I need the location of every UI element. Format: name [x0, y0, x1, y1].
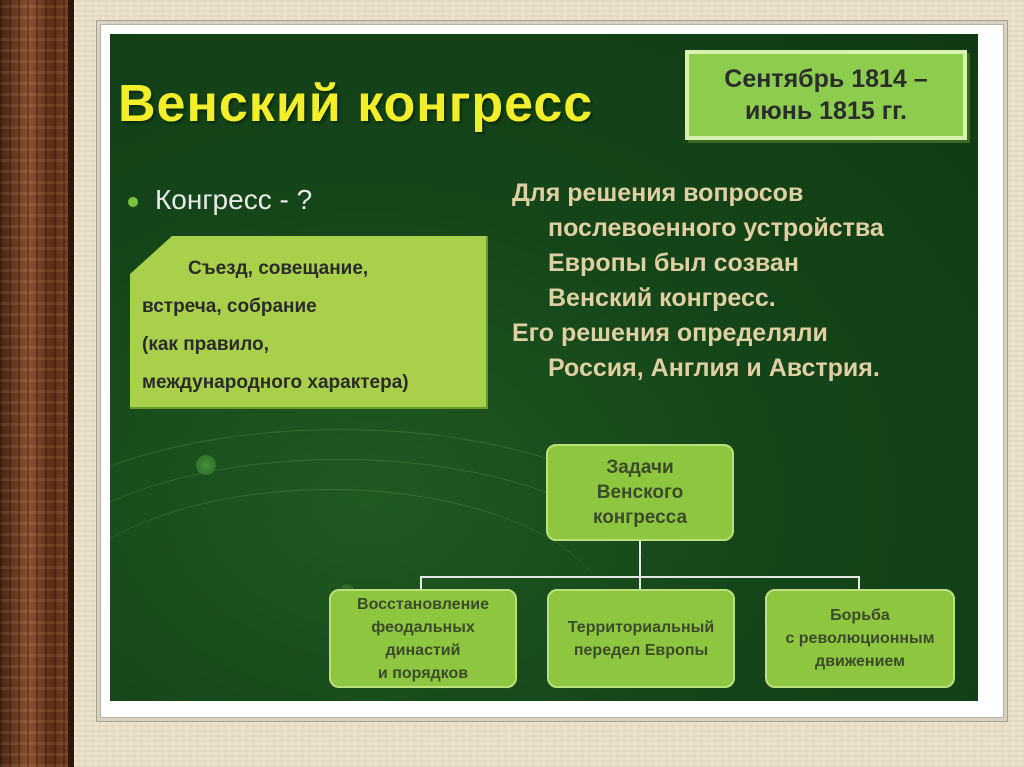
definition-line: встреча, собрание	[142, 296, 317, 317]
info-text	[512, 176, 972, 386]
date-box	[685, 50, 967, 140]
diagram-root-node	[546, 444, 734, 541]
node-line: Борьба	[830, 607, 890, 624]
node-line: передел Европы	[573, 641, 709, 659]
node-line: и порядков	[377, 664, 469, 682]
node-line: Территориальный	[567, 618, 715, 636]
connector-line	[858, 576, 860, 590]
node-line: Восстановление	[357, 595, 489, 613]
date-line-1: Сентябрь 1814 –	[724, 65, 928, 93]
date-line-2: июнь 1815 гг.	[745, 97, 907, 125]
diagram-node-struggle	[765, 589, 955, 688]
info-line: Венский конгресс.	[548, 284, 776, 312]
diagram-node-restoration	[329, 589, 517, 688]
wood-border-edge	[68, 0, 74, 767]
info-line: Россия, Англия и Австрия.	[548, 354, 880, 382]
info-line: Европы был созван	[548, 249, 799, 277]
node-line: феодальных	[371, 618, 475, 636]
node-line: движением	[815, 653, 905, 670]
connector-line	[420, 576, 422, 590]
node-line: Венского	[596, 482, 684, 503]
definition-line: международного характера)	[142, 372, 409, 393]
connector-line	[639, 540, 641, 578]
info-line: Его решения определяли	[512, 319, 828, 347]
decor-dot	[196, 455, 216, 475]
slide	[110, 34, 978, 701]
diagram-node-territorial	[547, 589, 735, 688]
definition-line: (как правило,	[142, 334, 269, 355]
wood-border	[0, 0, 74, 767]
info-line: Для решения вопросов	[512, 179, 804, 207]
node-line: Задачи	[606, 457, 674, 478]
connector-line	[639, 576, 641, 590]
bullet-dot-icon	[128, 197, 138, 207]
definition-line: Съезд, совещание,	[188, 258, 369, 279]
node-line: конгресса	[592, 507, 688, 528]
slide-title: Венский конгресс	[118, 75, 594, 133]
bullet-question: Конгресс - ?	[155, 184, 313, 215]
node-line: с революционным	[785, 630, 935, 647]
info-line: послевоенного устройства	[548, 214, 884, 242]
node-line: династий	[385, 641, 461, 659]
